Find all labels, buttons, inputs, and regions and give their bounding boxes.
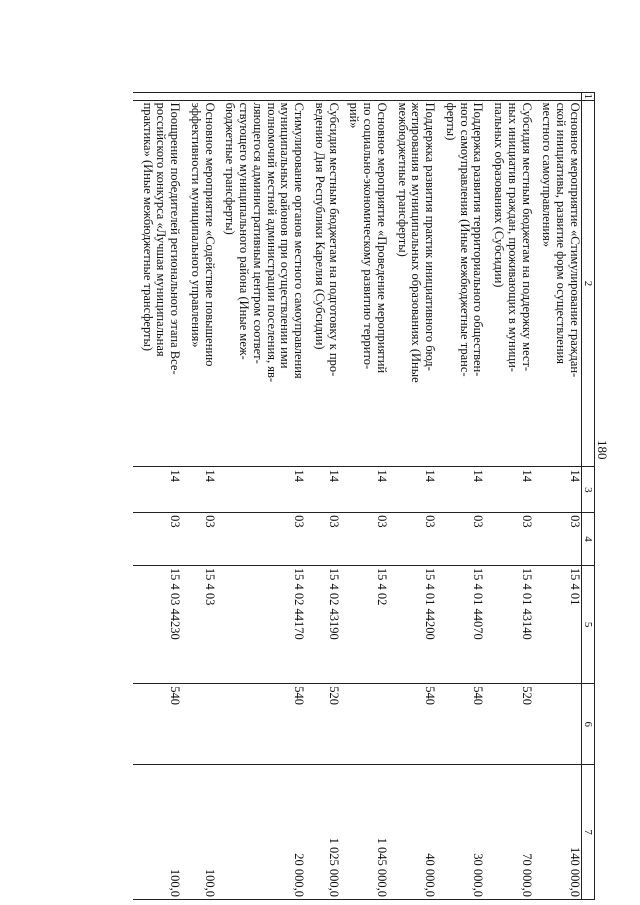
cell-section: 14 [133,467,181,513]
item-name-line: Основное мероприятие «Проведение мероприятий [374,102,389,374]
cell-item-name [533,100,582,467]
item-name-line: ферты) [443,102,458,141]
column-number: 3 [581,467,594,513]
cell-expense-type: 540 [216,684,306,765]
cell-section: 14 [216,467,306,513]
table-row [181,93,216,900]
cell-col1 [216,93,306,101]
cell-subsection: 03 [133,513,181,566]
item-name-line: жетирования в муниципальных образованиях (Иные [409,102,424,383]
cell-amount: 1 025 000,0 [305,765,340,900]
item-name-line: Субсидия местным бюджетам на подготовку к про- [326,102,341,377]
cell-item-name [436,100,484,467]
cell-item-name [484,100,532,467]
cell-amount: 30 000,0 [436,765,484,900]
cell-subsection: 03 [305,513,340,566]
table-row [436,93,484,900]
cell-amount: 40 000,0 [388,765,436,900]
cell-item-name [181,100,216,467]
table-row [133,93,181,900]
cell-col1 [388,93,436,101]
item-name-line: межбюджетные трансферты) [395,102,410,257]
cell-section: 14 [436,467,484,513]
item-name-line: Поддержка развития практик инициативного бюд- [423,102,438,371]
cell-expense-type: 540 [133,684,181,765]
column-number: 7 [581,765,594,900]
item-name-line: практика» (Иные межбюджетные трансферты) [140,102,155,352]
cell-expense-type: 520 [484,684,532,765]
cell-col1 [340,93,388,101]
item-name-line: Поддержка развития территориального обществен- [471,102,486,377]
cell-expense-type: 540 [388,684,436,765]
budget-table [133,92,595,900]
column-number: 1 [582,93,594,100]
cell-item-name [216,100,306,467]
table-row [340,93,388,900]
cell-target-article: 15 4 01 [533,565,582,683]
cell-amount: 20 000,0 [216,765,306,900]
cell-target-article: 15 4 01 44070 [436,565,484,683]
cell-item-name [340,100,388,467]
cell-expense-type: 540 [436,684,484,765]
item-name-line: российского конкурса «Лучшая муниципальная [154,102,169,357]
item-name-line: полномочий местной администрации поселения, яв- [264,102,279,383]
table-row [216,93,306,900]
cell-section: 14 [533,467,582,513]
cell-subsection: 03 [340,513,388,566]
item-name-line: эффективности муниципального управления» [188,102,203,348]
column-number: 6 [581,684,594,765]
cell-amount: 100,0 [181,765,216,900]
cell-section: 14 [181,467,216,513]
cell-expense-type: 520 [305,684,340,765]
cell-expense-type [181,684,216,765]
item-name-line: Субсидия местным бюджетам на поддержку мест- [519,102,534,372]
cell-col1 [484,93,532,101]
column-number: 2 [581,100,594,467]
cell-subsection: 03 [216,513,306,566]
cell-section: 14 [484,467,532,513]
table-row [484,93,532,900]
item-name-line: Основное мероприятие «Содействие повышению [202,102,217,367]
item-name-line: рий» [347,102,362,129]
cell-amount: 70 000,0 [484,765,532,900]
cell-col1 [133,93,181,101]
cell-target-article: 15 4 02 43190 [305,565,340,683]
cell-col1 [305,93,340,101]
cell-amount: 1 045 000,0 [340,765,388,900]
cell-amount: 140 000,0 [533,765,582,900]
item-name-line: Основное мероприятие «Стимулирование граждан- [567,102,582,378]
cell-item-name [305,100,340,467]
item-name-line: по социально-экономическому развитию террито- [361,102,376,370]
column-number: 5 [581,565,594,683]
table-row [305,93,340,900]
item-name-line: ного самоуправления (Иные межбюджетные транс- [457,102,472,377]
item-name-line: ных инициатив граждан, проживающих в муници- [505,102,520,372]
cell-col1 [181,93,216,101]
cell-target-article: 15 4 03 44230 [133,565,181,683]
table-row [533,93,582,900]
cell-target-article: 15 4 02 [340,565,388,683]
cell-target-article: 15 4 01 44200 [388,565,436,683]
table-row [388,93,436,900]
cell-subsection: 03 [533,513,582,566]
item-name-line: местного самоуправления» [540,102,555,248]
cell-section: 14 [305,467,340,513]
item-name-line: ведению Дня Республики Карелия (Субсидии) [312,102,327,350]
cell-col1 [436,93,484,101]
cell-target-article: 15 4 01 43140 [484,565,532,683]
cell-col1 [533,93,582,101]
cell-target-article: 15 4 02 44170 [216,565,306,683]
item-name-line: Стимулирование органов местного самоуправления [292,102,307,379]
item-name-line: ствующего муниципального района (Иные меж- [237,102,252,360]
cell-expense-type [533,684,582,765]
cell-target-article: 15 4 03 [181,565,216,683]
item-name-line: Поощрение победителей регионального этапа Все- [168,102,183,375]
cell-subsection: 03 [388,513,436,566]
cell-expense-type [340,684,388,765]
cell-item-name [133,100,181,467]
cell-subsection: 03 [484,513,532,566]
cell-section: 14 [388,467,436,513]
page-number: 180 [595,440,610,460]
item-name-line: муниципальных районов при осуществлении ими [278,102,293,369]
column-number-row [581,93,594,900]
item-name-line: ляющегося административным центром соответ- [250,102,265,364]
cell-amount: 100,0 [133,765,181,900]
table-body [133,93,582,900]
item-name-line: бюджетные трансферты) [223,102,238,235]
cell-section: 14 [340,467,388,513]
cell-subsection: 03 [181,513,216,566]
item-name-line: пальных образованиях (Субсидии) [492,102,507,288]
item-name-line: ской инициативы, развитие форм осуществления [554,102,569,364]
cell-item-name [388,100,436,467]
column-number: 4 [581,513,594,566]
cell-subsection: 03 [436,513,484,566]
